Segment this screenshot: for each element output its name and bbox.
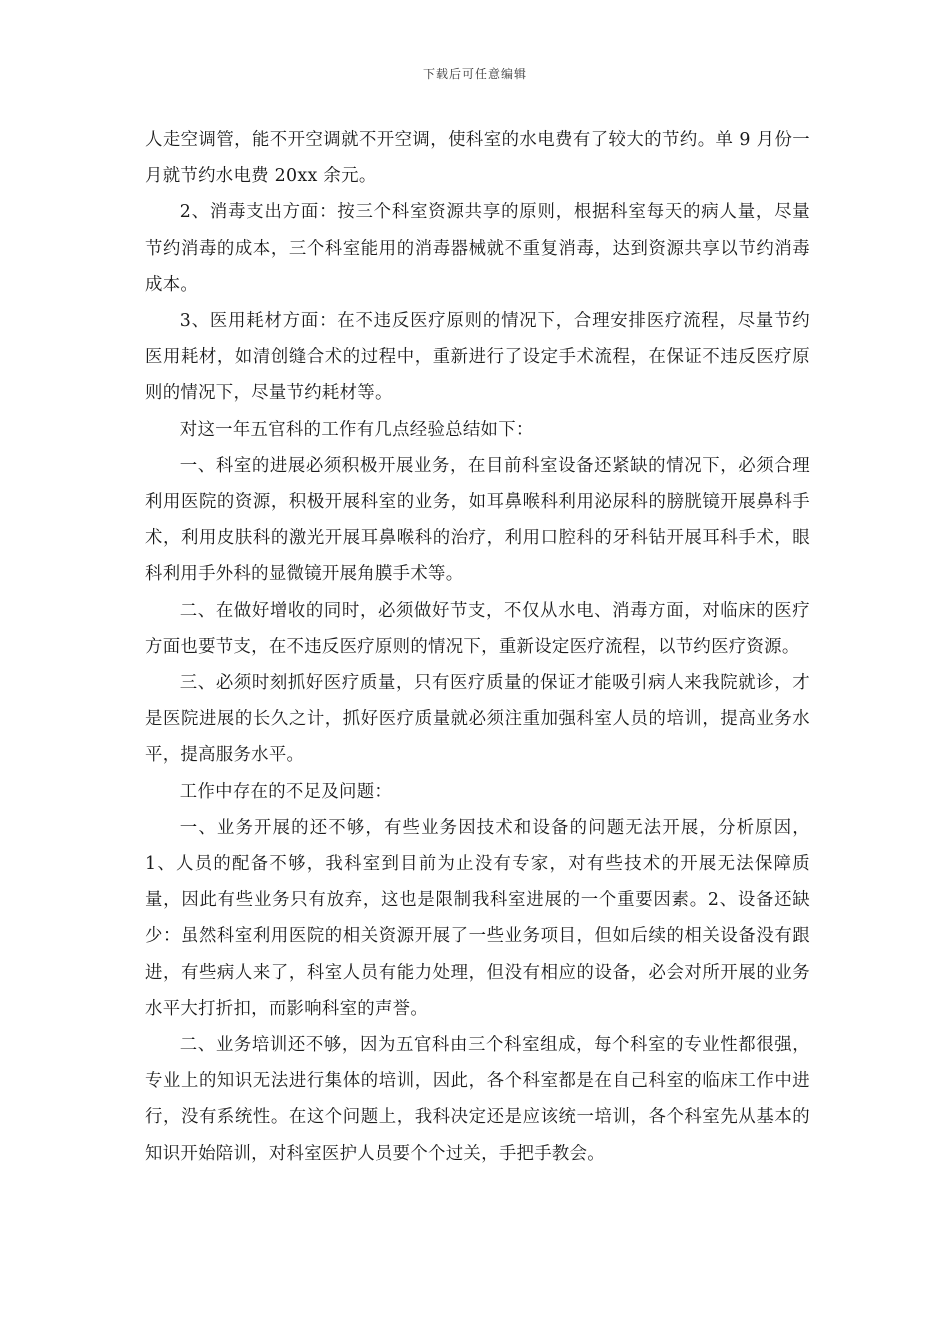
paragraph: 二、在做好增收的同时，必须做好节支，不仅从水电、消毒方面，对临床的医疗方面也要节支，在不违反医疗原则的情况下，重新设定医疗流程，以节约医疗资源。	[145, 600, 810, 657]
paragraph: 工作中存在的不足及问题：	[179, 781, 393, 802]
paragraph: 2、消毒支出方面：按三个科室资源共享的原则，根据科室每天的病人量，尽量节约消毒的成本，三个科室能用的消毒器械就不重复消毒，达到资源共享以节约消毒成本。	[145, 202, 810, 295]
paragraph: 二、业务培训还不够，因为五官科由三个科室组成，每个科室的专业性都很强，专业上的知识无法进行集体的培训，因此，各个科室都是在自己科室的临床工作中进行，没有系统性。在这个问题上，我科决定还是应该统一培训，各个科室先从基本的知识开始陪训，对科室医护人员要个个过关，手把手教会。	[145, 1035, 810, 1164]
paragraph: 对这一年五官科的工作有几点经验总结如下：	[179, 419, 534, 440]
paragraph: 一、业务开展的还不够，有些业务因技术和设备的问题无法开展，分析原因，1、人员的配备不够，我科室到目前为止没有专家，对有些技术的开展无法保障质量，因此有些业务只有放弃，这也是限制我科室进展的一个重要因素。2、设备还缺少：虽然科室利用医院的相关资源开展了一些业务项目，但如后续的相关设备没有跟进，有些病人来了，科室人员有能力处理，但没有相应的设备，必会对所开展的业务水平大打折扣，而影响科室的声誉。	[145, 817, 810, 1019]
paragraph: 人走空调管，能不开空调就不开空调，使科室的水电费有了较大的节约。单 9 月份一月就节约水电费 20xx 余元。	[145, 130, 810, 187]
document-body	[145, 122, 810, 1172]
page-header: 下载后可任意编辑	[422, 67, 527, 81]
paragraph: 一、科室的进展必须积极开展业务，在目前科室设备还紧缺的情况下，必须合理利用医院的资源，积极开展科室的业务，如耳鼻喉科利用泌尿科的膀胱镜开展鼻科手术，利用皮肤科的激光开展耳鼻喉科的治疗，利用口腔科的牙科钻开展耳科手术，眼科利用手外科的显微镜开展角膜手术等。	[145, 455, 810, 585]
paragraph: 三、必须时刻抓好医疗质量，只有医疗质量的保证才能吸引病人来我院就诊，才是医院进展的长久之计，抓好医疗质量就必须注重加强科室人员的培训，提高业务水平，提高服务水平。	[145, 673, 810, 766]
paragraph: 3、医用耗材方面：在不违反医疗原则的情况下，合理安排医疗流程，尽量节约医用耗材，如清创缝合术的过程中，重新进行了设定手术流程，在保证不违反医疗原则的情况下，尽量节约耗材等。	[145, 311, 810, 404]
